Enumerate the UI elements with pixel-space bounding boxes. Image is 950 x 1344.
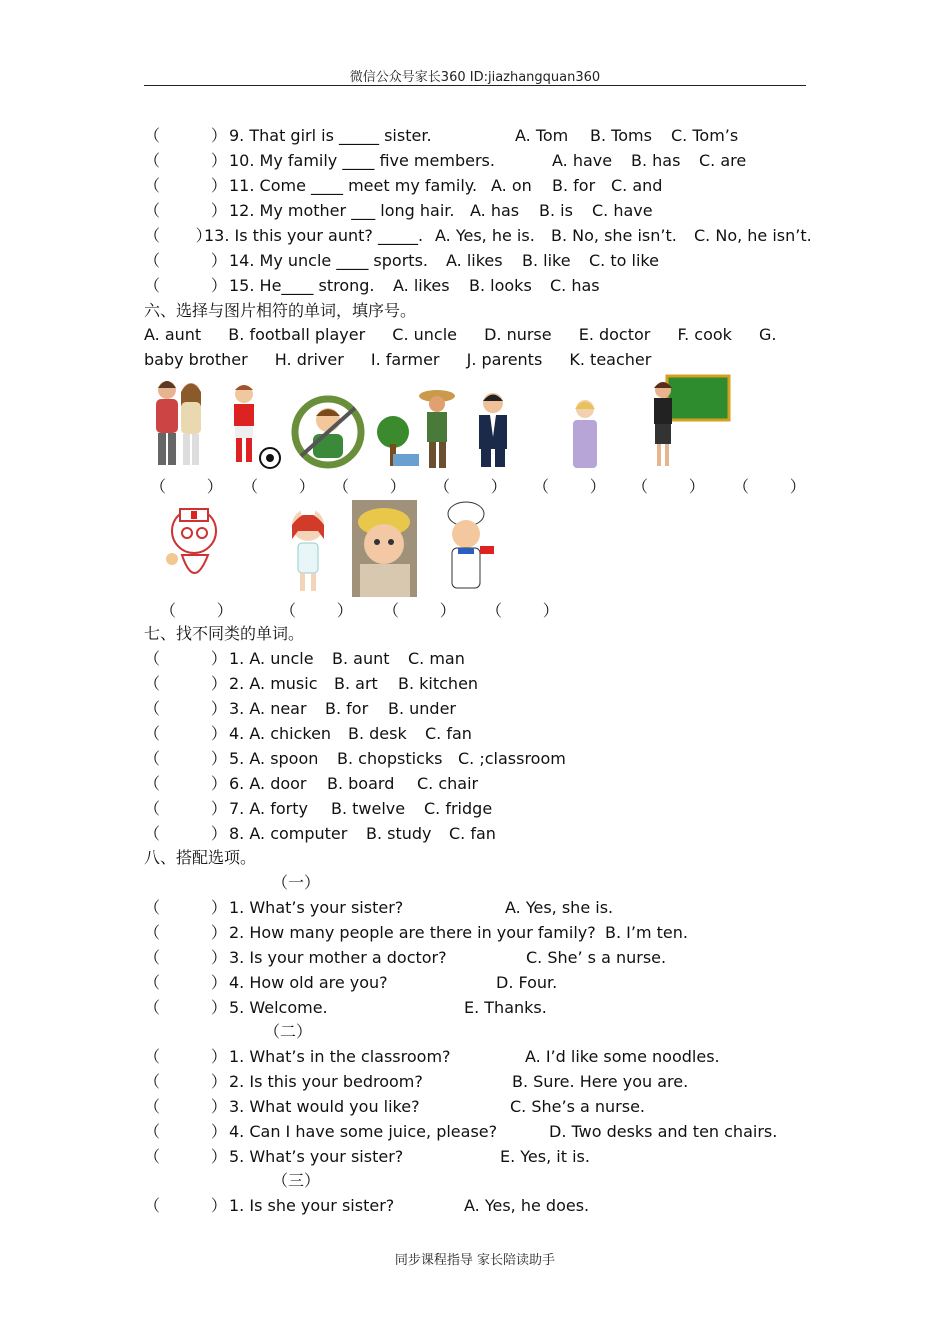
match-item: （ ） 5. Welcome. E. Thanks.	[144, 998, 547, 1017]
question-12: （ ） 12. My mother ___ long hair. A. has B. is C. have	[144, 201, 653, 220]
uncle-picture	[471, 389, 519, 469]
nurse-picture	[285, 503, 331, 595]
answer-blank[interactable]: （ ）	[383, 601, 456, 620]
answer-blank[interactable]: （ ）	[333, 477, 406, 496]
odd-one-out-item: （ ） 1. A. uncle B. aunt C. man	[144, 649, 465, 668]
match-item: （ ） 5. What’s your sister? E. Yes, it is.	[144, 1147, 590, 1166]
driver-picture	[291, 394, 366, 470]
odd-one-out-item: （ ） 5. A. spoon B. chopsticks C. ;classroom	[144, 749, 566, 768]
question-14: （ ） 14. My uncle ____ sports. A. likes B. like C. to like	[144, 251, 659, 270]
section-6-title: 六、选择与图片相符的单词，填序号。	[144, 301, 417, 320]
question-9: （ ） 9. That girl is _____ sister. A. Tom B. Toms C. Tom’s	[144, 126, 739, 145]
cook-picture	[430, 500, 502, 594]
farmer-picture	[373, 384, 463, 472]
word-option: J. parents	[466, 350, 543, 369]
question-11: （ ） 11. Come ____ meet my family. A. on B. for C. and	[144, 176, 663, 195]
question-15: （ ） 15. He____ strong. A. likes B. looks C. has	[144, 276, 600, 295]
word-option: E. doctor	[578, 325, 651, 344]
teacher-picture	[645, 374, 733, 470]
match-item: （ ） 3. What would you like? C. She’s a nurse.	[144, 1097, 646, 1116]
match-item: （ ） 2. Is this your bedroom? B. Sure. Here you are.	[144, 1072, 689, 1091]
answer-blank[interactable]: （ ）	[632, 477, 705, 496]
word-bank	[144, 322, 810, 372]
page-footer: 同步课程指导 家长陪读助手	[394, 1253, 556, 1268]
match-item: （ ） 2. How many people are there in your family? B. I’m ten.	[144, 923, 688, 942]
match-item: （ ） 1. Is she your sister? A. Yes, he does.	[144, 1196, 590, 1215]
question-13: （ ）13. Is this your aunt? _____. A. Yes, he is. B. No, she isn’t. C. No, he isn’t.	[144, 226, 812, 245]
odd-one-out-item: （ ） 8. A. computer B. study C. fan	[144, 824, 496, 843]
part-label: （三）	[272, 1171, 321, 1190]
football-player-picture	[222, 380, 284, 472]
word-option: F. cook	[677, 325, 732, 344]
answer-blank[interactable]: （ ）	[280, 601, 353, 620]
page-header: 微信公众号家长360 ID:jiazhangquan360	[349, 70, 601, 85]
word-option: D. nurse	[484, 325, 552, 344]
answer-blank[interactable]: （ ）	[160, 601, 233, 620]
header-divider	[144, 85, 806, 86]
part-label: （一）	[272, 873, 321, 892]
doctor-picture	[160, 505, 230, 593]
word-option: B. football player	[228, 325, 366, 344]
answer-blank[interactable]: （ ）	[242, 477, 315, 496]
word-option: I. farmer	[370, 350, 440, 369]
answer-blank[interactable]: （ ）	[533, 477, 606, 496]
odd-one-out-item: （ ） 7. A. forty B. twelve C. fridge	[144, 799, 493, 818]
word-option: G. baby brother	[144, 325, 777, 369]
match-item: （ ） 4. Can I have some juice, please? D. Two desks and ten chairs.	[144, 1122, 778, 1141]
baby-brother-picture	[352, 500, 417, 597]
word-option: A. aunt	[144, 325, 202, 344]
word-option: H. driver	[274, 350, 344, 369]
match-item: （ ） 1. What’s in the classroom? A. I’d like some noodles.	[144, 1047, 720, 1066]
odd-one-out-item: （ ） 6. A. door B. board C. chair	[144, 774, 479, 793]
question-10: （ ） 10. My family ____ five members. A. have B. has C. are	[144, 151, 747, 170]
aunt-picture	[565, 396, 605, 472]
match-item: （ ） 3. Is your mother a doctor? C. She’ s a nurse.	[144, 948, 667, 967]
match-item: （ ） 1. What’s your sister? A. Yes, she is.	[144, 898, 614, 917]
match-item: （ ） 4. How old are you? D. Four.	[144, 973, 558, 992]
part-label: （二）	[264, 1022, 313, 1041]
odd-one-out-item: （ ） 3. A. near B. for B. under	[144, 699, 457, 718]
answer-blank[interactable]: （ ）	[733, 477, 806, 496]
odd-one-out-item: （ ） 2. A. music B. art B. kitchen	[144, 674, 479, 693]
parents-picture	[143, 376, 215, 470]
answer-blank[interactable]: （ ）	[434, 477, 507, 496]
word-option: K. teacher	[569, 350, 652, 369]
section-8-title: 八、搭配选项。	[144, 848, 257, 867]
odd-one-out-item: （ ） 4. A. chicken B. desk C. fan	[144, 724, 472, 743]
answer-blank[interactable]: （ ）	[486, 601, 559, 620]
answer-blank[interactable]: （ ）	[150, 477, 223, 496]
section-7-title: 七、找不同类的单词。	[144, 624, 305, 643]
word-option: C. uncle	[392, 325, 457, 344]
